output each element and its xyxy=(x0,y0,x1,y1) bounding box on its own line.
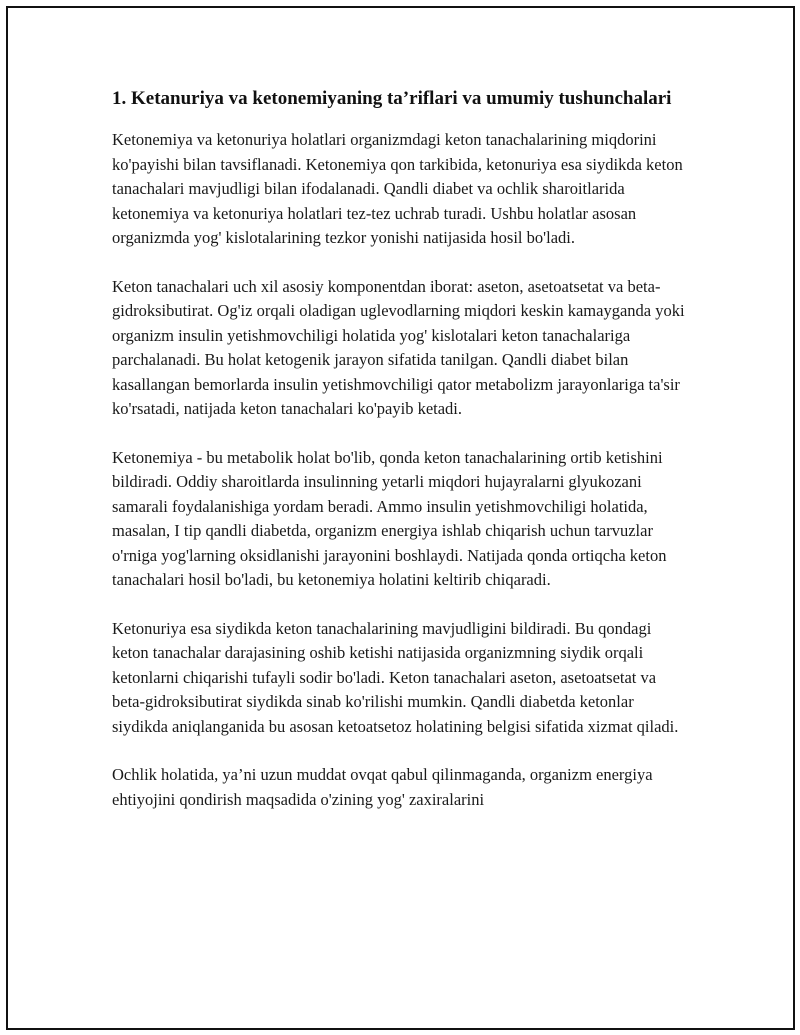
document-body xyxy=(112,86,692,836)
paragraph-2: Keton tanachalari uch xil asosiy komponentdan iborat: aseton, asetoatsetat va beta-gidroksibutirat. Og'iz orqali oladigan uglevodlarning miqdori keskin kamayganda yoki organizm insulin yetishmovchiligi holatida yog' kislotalari keton tanachalariga parchalanadi. Bu holat ketogenik jarayon sifatida tanilgan. Qandli diabet bilan kasallangan bemorlarda insulin yetishmovchiligi qator metabolizm jarayonlariga ta'sir ko'rsatadi, natijada keton tanachalari ko'payib ketadi. xyxy=(112,276,685,418)
paragraph-5: Ochlik holatida, ya’ni uzun muddat ovqat qabul qilinmaganda, organizm energiya ehtiyojini qondirish maqsadida o'zining yog' zaxiralarini xyxy=(112,765,653,809)
paragraph-3: Ketonemiya - bu metabolik holat bo'lib, qonda keton tanachalarining ortib ketishini bildiradi. Oddiy sharoitlarda insulinning yetarli miqdori hujayralarni glyukozani samarali foydalanishiga yordam beradi. Ammo insulin yetishmovchiligi holatida, masalan, I tip qandli diabetda, organizm energiya ishlab chiqarish uchun tarvuzlar o'rniga yog'larning oksidlanishi jarayonini boshlaydi. Natijada qonda ortiqcha keton tanachalari hosil bo'ladi, bu ketonemiya holatini keltirib chiqaradi. xyxy=(112,447,667,589)
paragraph-1: Ketonemiya va ketonuriya holatlari organizmdagi keton tanachalarining miqdorini ko'payishi bilan tavsiflanadi. Ketonemiya qon tarkibida, ketonuriya esa siydikda keton tanachalari mavjudligi bilan ifodalanadi. Qandli diabet va ochlik sharoitlarida ketonemiya va ketonuriya holatlari tez-tez uchrab turadi. Ushbu holatlar asosan organizmda yog' kislotalarining tezkor yonishi natijasida hosil bo'ladi. xyxy=(112,130,683,247)
paragraph-4: Ketonuriya esa siydikda keton tanachalarining mavjudligini bildiradi. Bu qondagi keton tanachalar darajasining oshib ketishi natijasida organizmning siydik orqali ketonlarni chiqarishi tufayli sodir bo'ladi. Keton tanachalari aseton, asetoatsetat va beta-gidroksibutirat siydikda sinab ko'rilishi mumkin. Qandli diabetda ketonlar siydikda aniqlanganida bu asosan ketoatsetoz holatining belgisi sifatida xizmat qiladi. xyxy=(112,618,679,736)
section-heading: 1. Ketanuriya va ketonemiyaning ta’riflari va umumiy tushunchalari xyxy=(112,88,672,109)
